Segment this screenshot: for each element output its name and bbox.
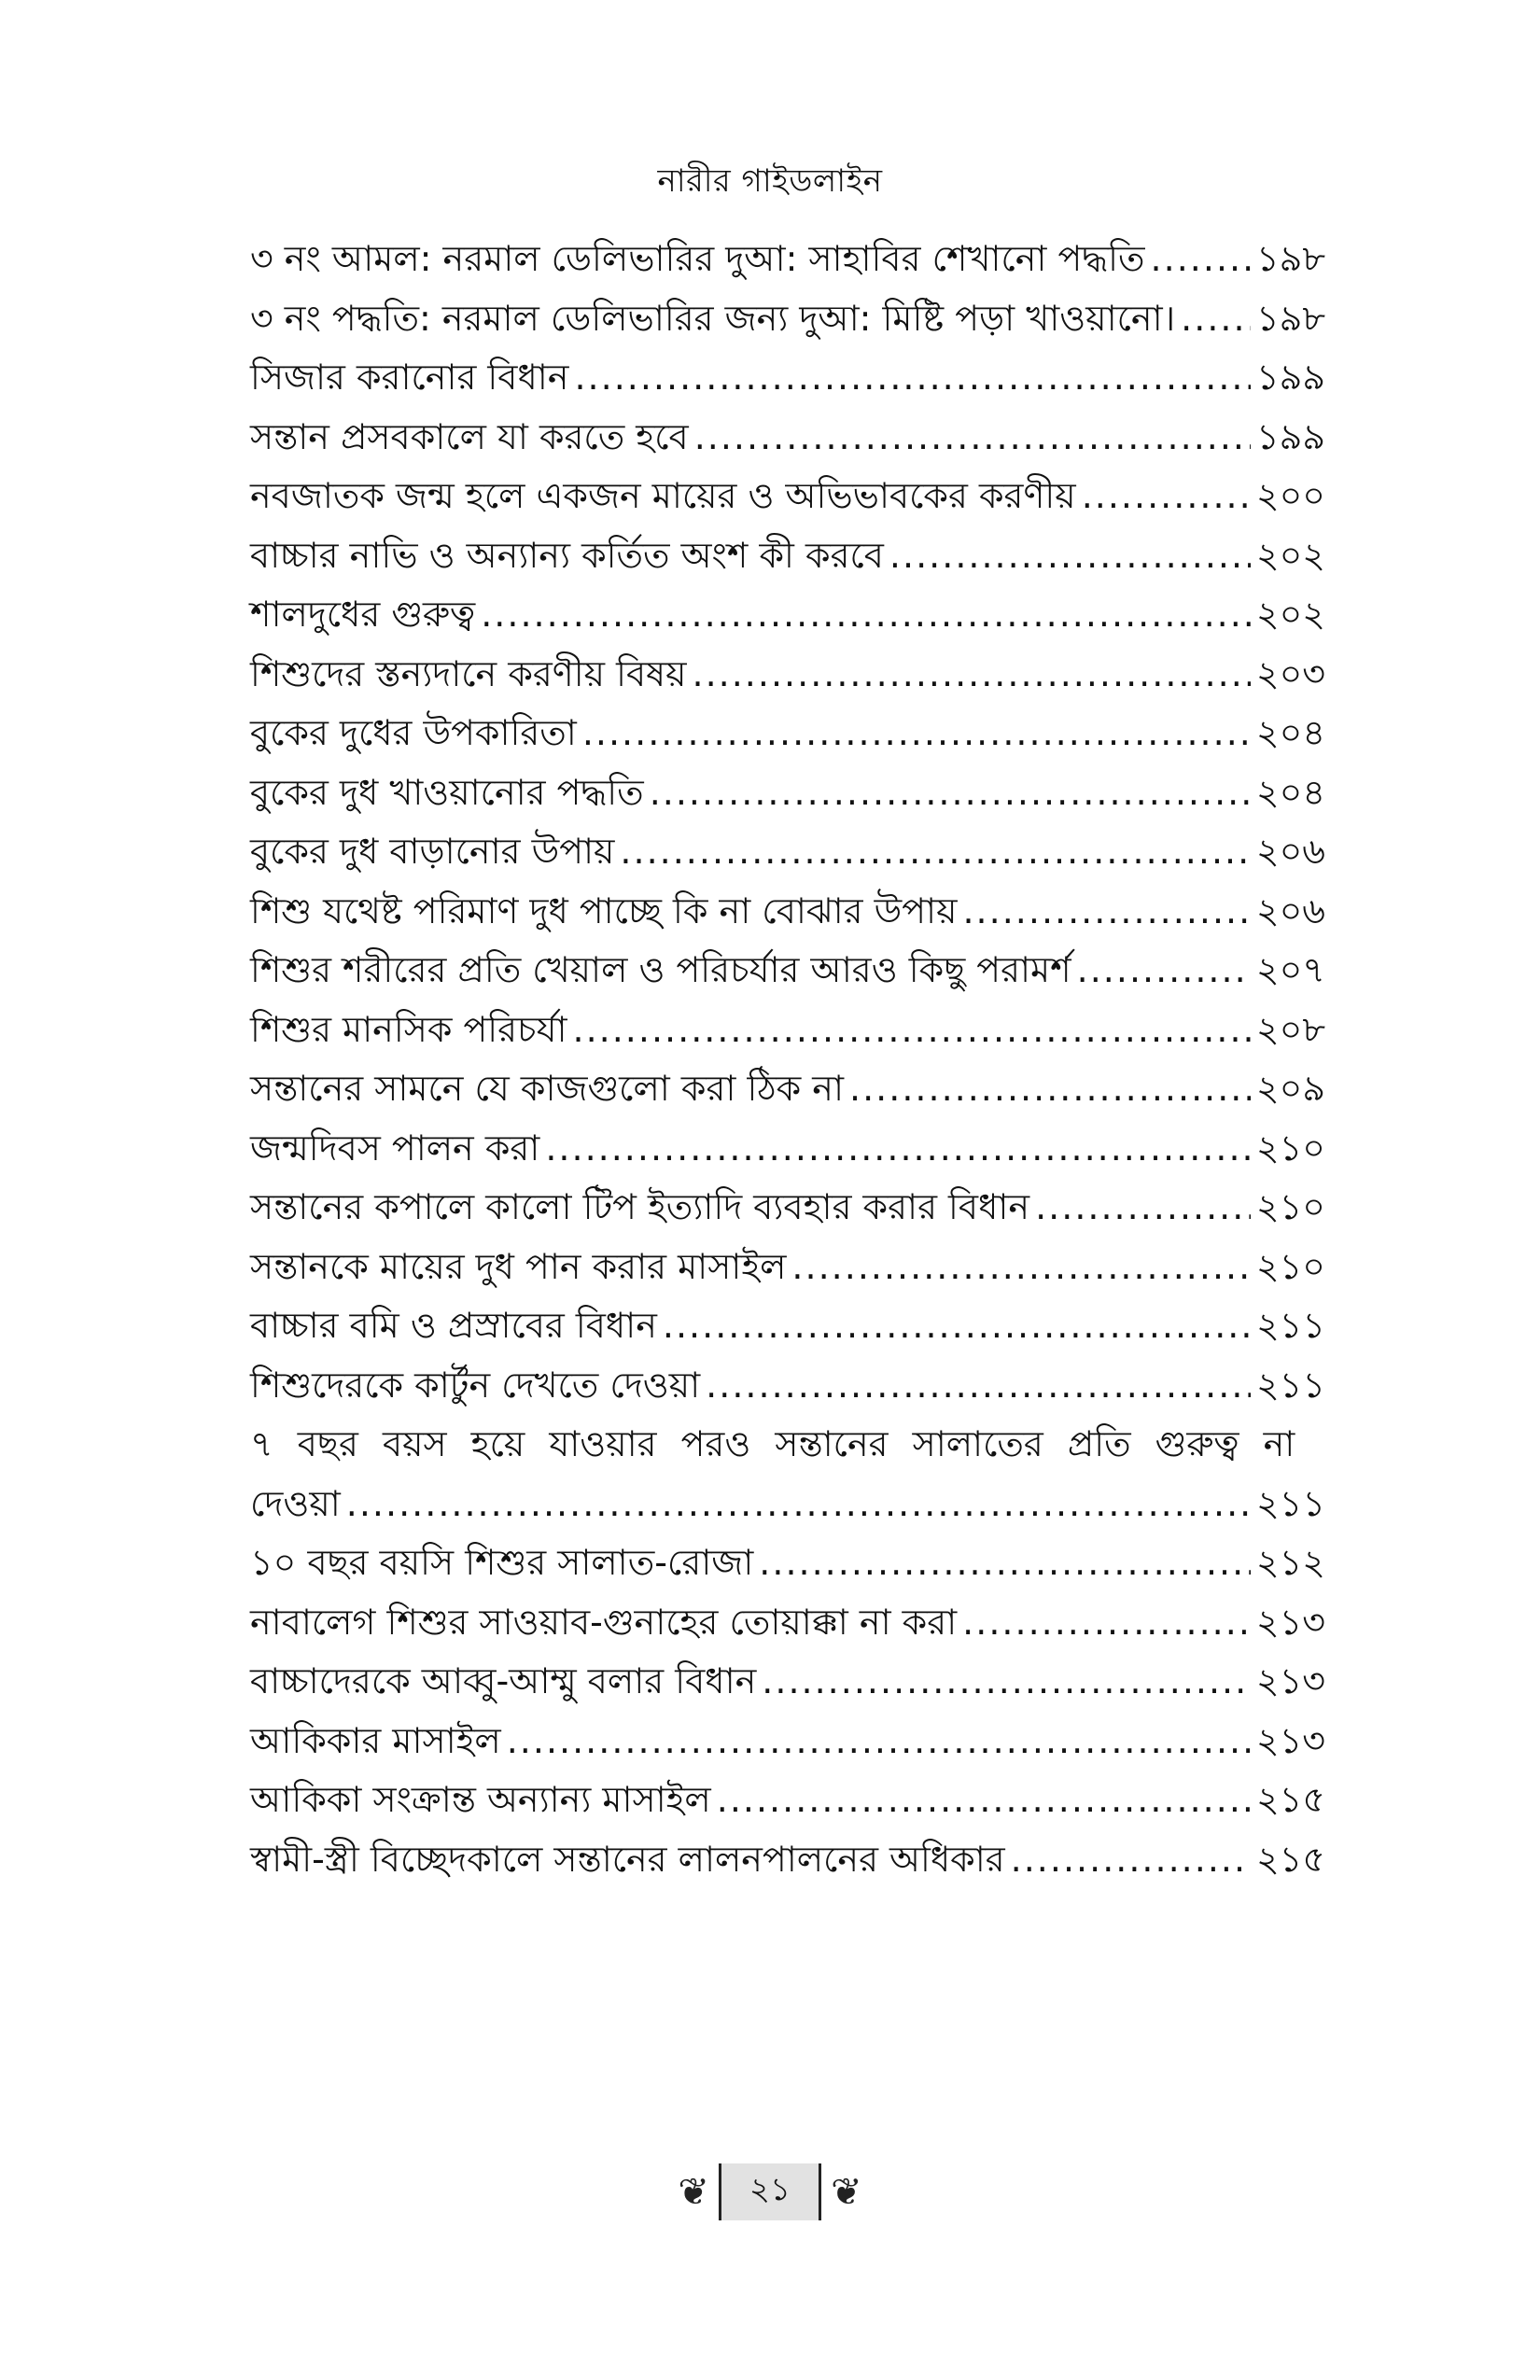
toc-entry xyxy=(250,1121,1325,1181)
toc-entry xyxy=(250,1714,1325,1773)
toc-entry-page: ২০৬ xyxy=(1255,889,1325,931)
toc-entry xyxy=(250,1772,1325,1832)
toc-entry-page: ২০৪ xyxy=(1255,712,1325,753)
toc-entry-title: বুকের দুধ বাড়ানোর উপায় xyxy=(250,831,615,872)
toc-entry-page: ২১৩ xyxy=(1255,1719,1325,1761)
toc-entry-title: স্বামী-স্ত্রী বিচ্ছেদকালে সন্তানের লালনপালনের অধিকার xyxy=(250,1838,1005,1880)
toc-entry-title: শিশুর মানসিক পরিচর্যা xyxy=(250,1008,567,1050)
toc-entry xyxy=(250,231,1325,291)
dot-leader xyxy=(962,1602,1251,1643)
toc-entry-title: বাচ্চার নাভি ও অন্যান্য কর্তিত অংশ কী করবে xyxy=(250,534,884,576)
toc-entry xyxy=(250,469,1325,528)
toc-entry-title: নবজাতক জন্ম হলে একজন মায়ের ও অভিভাবকের করণীয় xyxy=(250,475,1076,516)
toc-entry-title: জন্মদিবস পালন করা xyxy=(250,1127,540,1169)
dot-leader xyxy=(650,772,1251,813)
toc-entry-page: ২১১ xyxy=(1255,1364,1325,1406)
dot-leader xyxy=(582,712,1251,753)
toc-entry-title: সন্তানের সামনে যে কাজগুলো করা ঠিক না xyxy=(250,1068,845,1109)
toc-entry-title: ৭ বছর বয়স হয়ে যাওয়ার পরও সন্তানের সালাতের প্রতি গুরুত্ব না xyxy=(250,1423,1295,1464)
dot-leader xyxy=(663,1305,1251,1346)
toc-entry xyxy=(250,1298,1325,1358)
toc-entry-page: ২০০ xyxy=(1255,475,1325,516)
floral-ornament-icon: ❦ xyxy=(831,2170,862,2214)
toc-entry-page: ২১৫ xyxy=(1255,1838,1325,1880)
toc-entry xyxy=(250,1654,1325,1714)
toc-entry-title: ৩ নং আমল: নরমাল ডেলিভারির দুআ: সাহাবির শেখানো পদ্ধতি xyxy=(250,238,1145,279)
running-header: নারীর গাইডলাইন xyxy=(657,162,883,200)
page-footer xyxy=(0,2163,1540,2220)
dot-leader xyxy=(717,1779,1251,1820)
toc-entry-title: সন্তানকে মায়ের দুধ পান করার মাসাইল xyxy=(250,1245,787,1287)
toc-entry-title: শালদুধের গুরুত্ব xyxy=(250,594,476,635)
dot-leader xyxy=(759,1542,1251,1583)
toc-entry xyxy=(250,824,1325,884)
toc-entry-page: ২০৭ xyxy=(1255,949,1325,990)
toc-entry xyxy=(250,884,1325,944)
toc-entry-page: ২০৪ xyxy=(1255,771,1325,813)
toc-entry-page: ১৯৮ xyxy=(1256,238,1325,279)
toc-entry xyxy=(250,647,1325,707)
toc-entry-title: বুকের দুধ খাওয়ানোর পদ্ধতি xyxy=(250,771,644,813)
toc-entry-title: ৩ নং পদ্ধতি: নরমাল ডেলিভারির জন্য দুআ: মিষ্টি পড়া খাওয়ানো। xyxy=(250,297,1176,339)
toc-entry xyxy=(250,528,1325,588)
toc-entry-title: নাবালেগ শিশুর সাওয়াব-গুনাহের তোয়াক্কা না করা xyxy=(250,1601,958,1643)
toc-entry xyxy=(250,410,1325,469)
toc-entry-title: শিশুর শরীরের প্রতি খেয়াল ও পরিচর্যার আরও কিছু পরামর্শ xyxy=(250,949,1071,990)
toc-entry-title: দেওয়া xyxy=(250,1482,341,1524)
toc-entry xyxy=(250,1358,1325,1418)
toc-entry-wrapped-line1 xyxy=(250,1417,1325,1477)
toc-entry-title: আকিকা সংক্রান্ত অন্যান্য মাসাইল xyxy=(250,1779,711,1820)
dot-leader xyxy=(706,1365,1251,1406)
toc-entry-page: ২১১ xyxy=(1255,1305,1325,1346)
toc-entry-page: ২১০ xyxy=(1255,1245,1325,1287)
toc-entry-page: ২১০ xyxy=(1255,1186,1325,1227)
toc-entry xyxy=(250,1239,1325,1299)
toc-entry xyxy=(250,1061,1325,1121)
floral-ornament-icon: ❦ xyxy=(678,2170,709,2214)
toc-entry-title: বাচ্চার বমি ও প্রস্রাবের বিধান xyxy=(250,1305,657,1346)
toc-entry-title: শিশুদেরকে কার্টুন দেখতে দেওয়া xyxy=(250,1364,701,1406)
toc-entry xyxy=(250,587,1325,647)
toc-entry-page: ১৯৯ xyxy=(1256,415,1325,457)
dot-leader xyxy=(572,1009,1250,1050)
toc-entry-page: ২১৫ xyxy=(1255,1779,1325,1820)
toc-entry-title: ১০ বছর বয়সি শিশুর সালাত-রোজা xyxy=(250,1542,754,1583)
dot-leader xyxy=(620,831,1250,872)
toc-entry-title: বুকের দুধের উপকারিতা xyxy=(250,712,577,753)
toc-entry xyxy=(250,1595,1325,1655)
toc-entry-page: ২০৩ xyxy=(1255,652,1325,694)
dot-leader xyxy=(1082,475,1251,516)
dot-leader xyxy=(1151,238,1251,279)
dot-leader xyxy=(1035,1186,1251,1227)
toc-entry-title: সন্তান প্রসবকালে যা করতে হবে xyxy=(250,415,689,457)
toc-entry-page: ২১২ xyxy=(1255,1542,1325,1583)
dot-leader xyxy=(791,1246,1251,1287)
page-number: ২১ xyxy=(719,2163,821,2220)
dot-leader xyxy=(507,1720,1251,1761)
dot-leader xyxy=(889,535,1251,576)
dot-leader xyxy=(762,1660,1251,1701)
toc-entry xyxy=(250,1535,1325,1595)
toc-entry xyxy=(250,1180,1325,1239)
toc-entry-page: ২১৩ xyxy=(1255,1601,1325,1643)
dot-leader xyxy=(1077,949,1251,990)
dot-leader xyxy=(346,1483,1251,1524)
toc-entry-page: ২১৩ xyxy=(1255,1660,1325,1701)
toc-entry-page: ২০২ xyxy=(1255,534,1325,576)
toc-entry xyxy=(250,765,1325,825)
toc-entry-title: বাচ্চাদেরকে আব্বু-আম্মু বলার বিধান xyxy=(250,1660,757,1701)
toc-entry-page: ১৯৮ xyxy=(1256,297,1325,339)
toc-entry-page: ২০৬ xyxy=(1255,831,1325,872)
toc-entry-title: সিজার করানোর বিধান xyxy=(250,357,569,398)
toc-entry-title: আকিকার মাসাইল xyxy=(250,1719,501,1761)
toc-entry-page: ২০২ xyxy=(1255,594,1325,635)
dot-leader xyxy=(1181,298,1251,339)
toc-entry-page: ২১১ xyxy=(1255,1482,1325,1524)
toc-entry xyxy=(250,350,1325,410)
toc-entry xyxy=(250,706,1325,765)
toc-entry-page: ২০৯ xyxy=(1255,1068,1325,1109)
dot-leader xyxy=(962,890,1250,931)
toc-entry xyxy=(250,291,1325,351)
toc-entry-title: শিশু যথেষ্ট পরিমাণ দুধ পাচ্ছে কি না বোঝার উপায় xyxy=(250,889,958,931)
toc-entry xyxy=(250,1002,1325,1062)
dot-leader xyxy=(481,594,1251,635)
dot-leader xyxy=(849,1068,1251,1109)
toc-entry-title: সন্তানের কপালে কালো টিপ ইত্যাদি ব্যবহার করার বিধান xyxy=(250,1186,1030,1227)
table-of-contents xyxy=(250,231,1325,1891)
toc-entry-page: ২০৮ xyxy=(1255,1008,1325,1050)
dot-leader xyxy=(574,357,1251,398)
dot-leader xyxy=(694,416,1251,457)
toc-entry-title: শিশুদের স্তন্যদানে করণীয় বিষয় xyxy=(250,652,687,694)
dot-leader xyxy=(545,1127,1251,1169)
toc-entry xyxy=(250,1832,1325,1892)
toc-entry-page: ১৯৯ xyxy=(1256,357,1325,398)
toc-entry-wrapped-line2 xyxy=(250,1477,1325,1536)
dot-leader xyxy=(692,653,1250,694)
dot-leader xyxy=(1011,1839,1251,1880)
toc-entry xyxy=(250,943,1325,1002)
toc-entry-page: ২১০ xyxy=(1255,1127,1325,1169)
